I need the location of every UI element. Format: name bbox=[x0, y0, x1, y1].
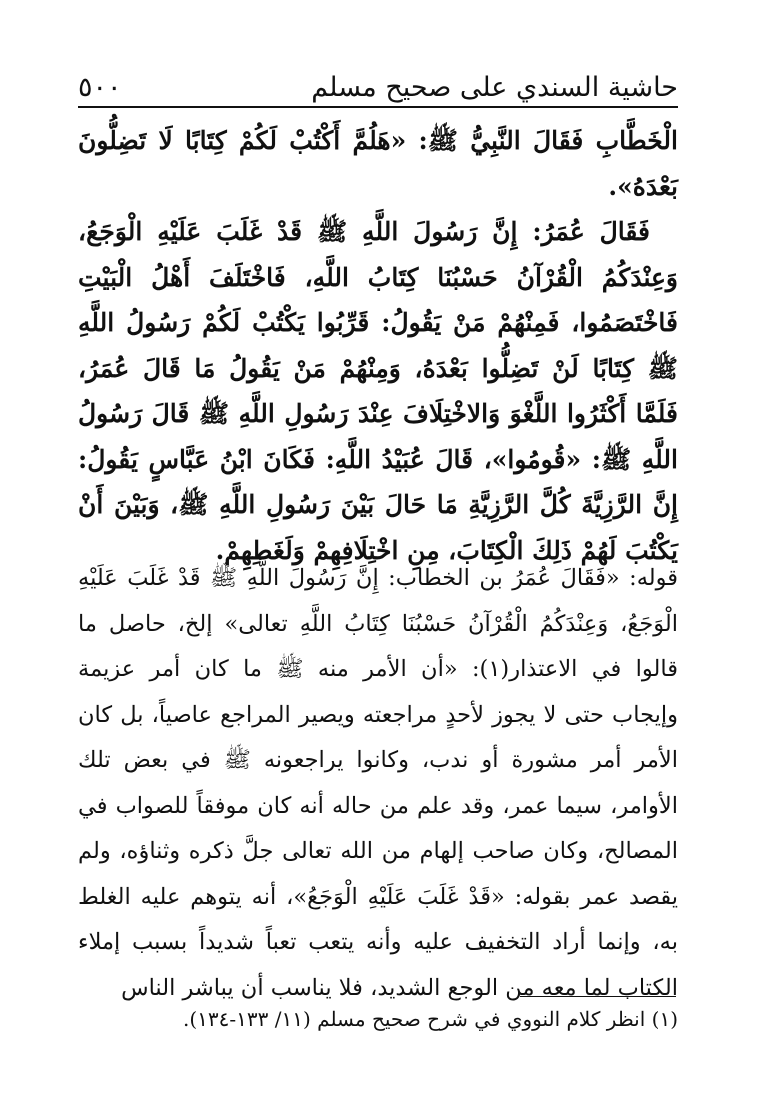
page-header bbox=[78, 66, 678, 106]
page-number: ٥٠٠ bbox=[78, 72, 122, 103]
running-title: حاشية السندي على صحيح مسلم bbox=[311, 72, 678, 103]
hadith-paragraph: الْخَطَّابِ فَقَالَ النَّبِيُّ ﷺ: «هَلُمَّ أَكْتُبْ لَكُمْ كِتَابًا لَا تَضِلُّونَ بَعْدَهُ». bbox=[78, 126, 678, 201]
hadith-paragraph: فَقَالَ عُمَرُ: إِنَّ رَسُولَ اللَّهِ ﷺ قَدْ غَلَبَ عَلَيْهِ الْوَجَعُ، وَعِنْدَكُمُ الْقُرْآنُ حَسْبُنَا كِتَابُ اللَّهِ، فَاخْتَلَفَ أَهْلُ الْبَيْتِ فَاخْتَصَمُوا، فَمِنْهُمْ مَنْ يَقُولُ: قَرِّبُوا يَكْتُبْ لَكُمْ رَسُولُ اللَّهِ ﷺ كِتَابًا لَنْ تَضِلُّوا بَعْدَهُ، وَمِنْهُمْ مَنْ يَقُولُ مَا قَالَ عُمَرُ، فَلَمَّا أَكْثَرُوا اللَّغْوَ وَالاخْتِلَافَ عِنْدَ رَسُولِ اللَّهِ ﷺ قَالَ رَسُولُ اللَّهِ ﷺ: «قُومُوا»، قَالَ عُبَيْدُ اللَّهِ: فَكَانَ ابْنُ عَبَّاسٍ يَقُولُ: إِنَّ الرَّزِيَّةَ كُلَّ الرَّزِيَّةِ مَا حَالَ بَيْنَ رَسُولِ اللَّهِ ﷺ، وَبَيْنَ أَنْ يَكْتُبَ لَهُمْ ذَلِكَ الْكِتَابَ، مِنِ اخْتِلَافِهِمْ وَلَغَطِهِمْ. bbox=[78, 217, 678, 565]
footnote-divider bbox=[520, 996, 676, 997]
commentary-paragraph: قوله: «فَقَالَ عُمَرُ بن الخطاب: إِنَّ رَسُولَ اللَّهِ ﷺ قَدْ غَلَبَ عَلَيْهِ الْوَجَعُ، وَعِنْدَكُمُ الْقُرْآنُ حَسْبُنَا كِتَابُ اللَّهِ تعالى» إلخ، حاصل ما قالوا في الاعتذار(١): «أن الأمر منه ﷺ ما كان أمر عزيمة وإيجاب حتى لا يجوز لأحدٍ مراجعته ويصير المراجع عاصياً، بل كان الأمر أمر مشورة أو ندب، وكانوا يراجعونه ﷺ في بعض تلك الأوامر، سيما عمر، وقد علم من حاله أنه كان موفقاً للصواب في المصالح، وكان صاحب إلهام من الله تعالى جلَّ ذكره وثناؤه، ولم يقصد عمر بقوله: «قَدْ غَلَبَ عَلَيْهِ الْوَجَعُ»، أنه يتوهم عليه الغلط به، وإنما أراد التخفيف عليه وأنه يتعب تعباً شديداً بسبب إملاء الكتاب لما معه من الوجع الشديد، فلا يناسب أن يباشر الناس bbox=[78, 565, 678, 1001]
header-divider bbox=[78, 106, 678, 108]
commentary bbox=[78, 556, 678, 1011]
hadith-text bbox=[78, 118, 678, 573]
footnote: (١) انظر كلام النووي في شرح صحيح مسلم (١١/ ١٣٣-١٣٤). bbox=[182, 1007, 678, 1031]
